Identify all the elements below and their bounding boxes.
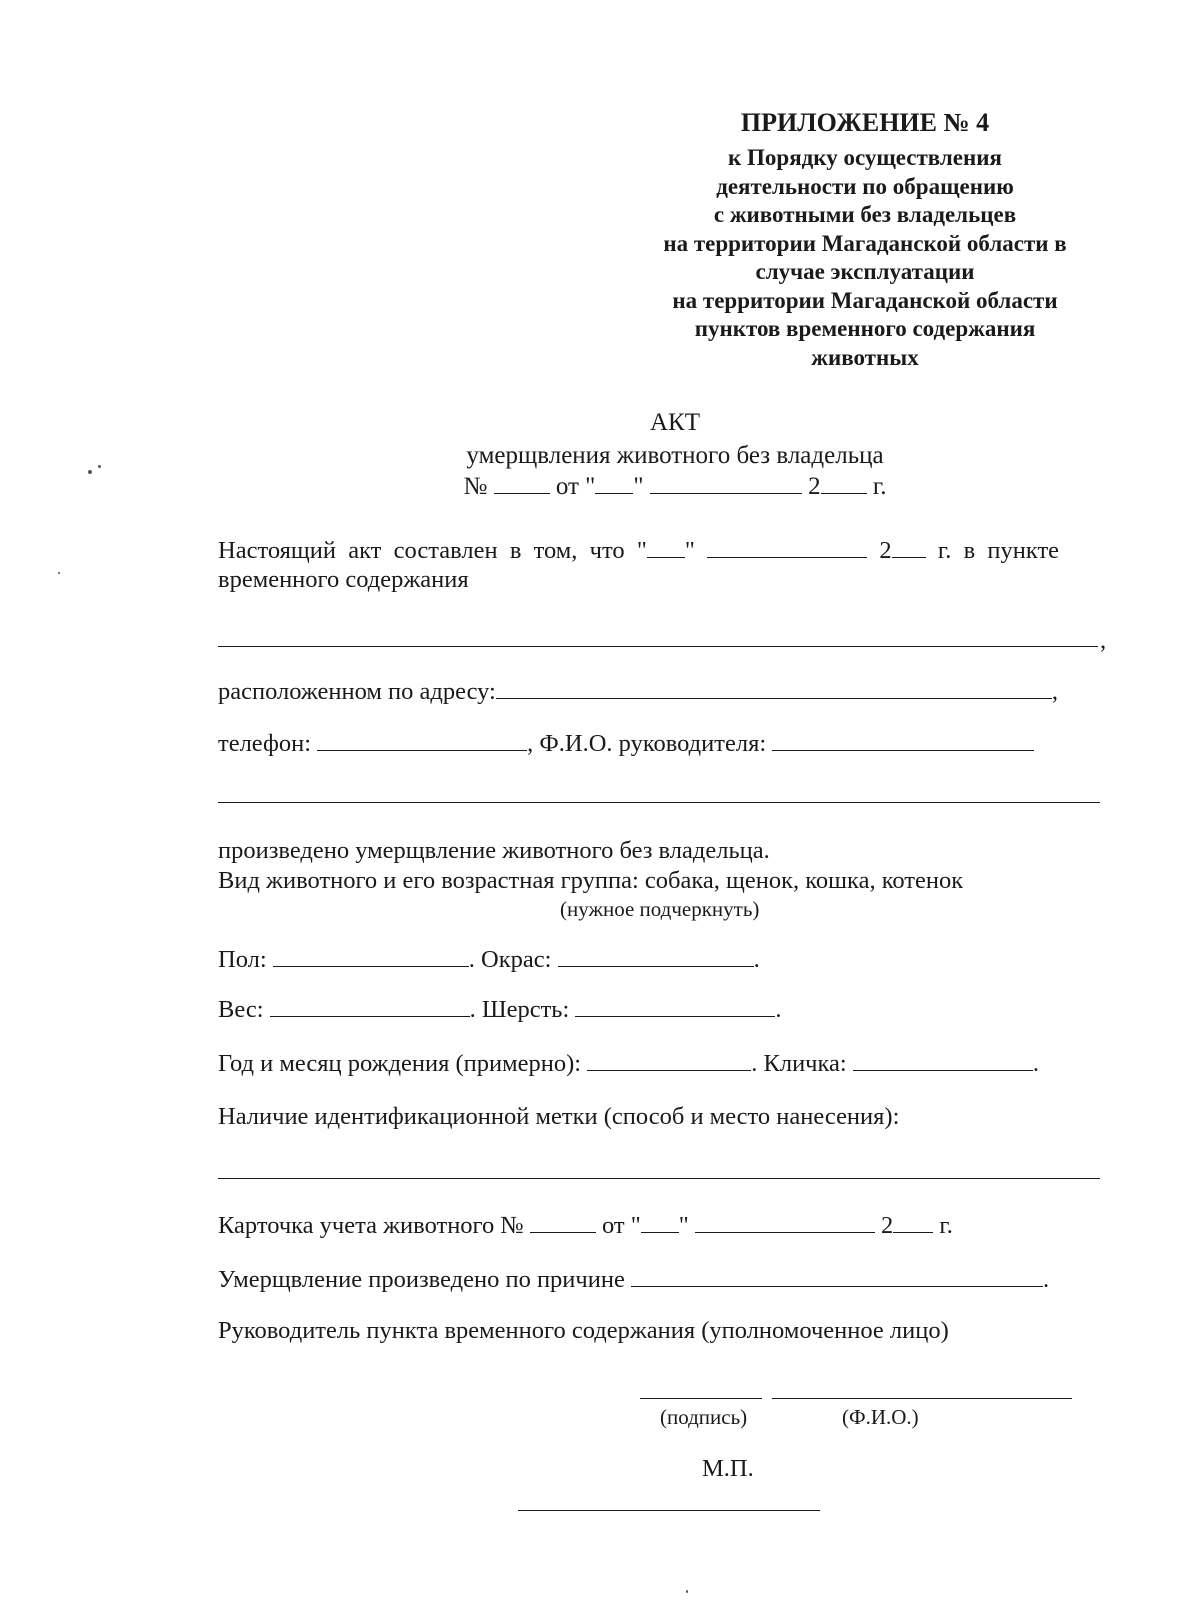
performed-text: произведено умерщвление животного без владельца. xyxy=(218,837,770,864)
annex-line: случае эксплуатации xyxy=(755,259,975,284)
card-line xyxy=(218,1210,953,1241)
annex-line: животных xyxy=(811,344,919,370)
name-label: . Кличка: xyxy=(751,1050,847,1077)
act-year-suffix: г. xyxy=(872,473,887,500)
fur-label: . Шерсть: xyxy=(469,996,570,1023)
annex-line: деятельности по обращению xyxy=(716,173,1014,199)
reason-field[interactable] xyxy=(631,1264,1043,1287)
act-subtitle: умерщвления животного без владельца xyxy=(466,442,884,469)
act-number-prefix: № xyxy=(463,473,488,500)
weight-field[interactable] xyxy=(270,994,470,1017)
shelter-name-field[interactable] xyxy=(218,646,1098,647)
tag-field[interactable] xyxy=(218,1178,1100,1179)
act-year-field[interactable] xyxy=(821,471,867,494)
act-year-prefix: 2 xyxy=(808,473,821,500)
intro-text-a: Настоящий акт составлен в том, что " xyxy=(218,537,647,564)
intro-month-field[interactable] xyxy=(707,535,867,558)
card-quote: " xyxy=(678,1212,689,1239)
annex-line: к Порядку осуществления xyxy=(728,145,1002,170)
card-month-field[interactable] xyxy=(695,1210,875,1233)
color-field[interactable] xyxy=(558,944,754,967)
reason-line xyxy=(218,1264,1049,1295)
intro-year-field[interactable] xyxy=(892,535,926,558)
birth-name-line xyxy=(218,1048,1039,1079)
intro-text-b: " xyxy=(684,537,695,564)
annex-line: с животными без владельцев xyxy=(713,202,1017,227)
tag-label: Наличие идентификационной метки (способ и место нанесения): xyxy=(218,1103,900,1130)
act-quote-close: " xyxy=(633,473,644,500)
intro-line-2: временного содержания xyxy=(218,566,469,593)
intro-day-field[interactable] xyxy=(647,535,685,558)
card-day-field[interactable] xyxy=(641,1210,679,1233)
card-year-field[interactable] xyxy=(893,1210,933,1233)
address-field[interactable] xyxy=(496,676,1052,699)
animal-kind-text: Вид животного и его возрастная группа: собака, щенок, кошка, котенок xyxy=(218,867,964,894)
annex-header xyxy=(620,106,1110,372)
period: . xyxy=(753,946,760,973)
annex-line: пунктов временного содержания xyxy=(694,316,1036,341)
comma: , xyxy=(1100,627,1107,654)
annex-line: на территории Магаданской области в xyxy=(663,230,1067,256)
comma: , xyxy=(1051,678,1058,705)
pet-name-field[interactable] xyxy=(853,1048,1033,1071)
fur-field[interactable] xyxy=(575,994,775,1017)
stamp-place: М.П. xyxy=(702,1455,754,1482)
fio-field[interactable] xyxy=(772,1398,1072,1399)
head-label: , Ф.И.О. руководителя: xyxy=(527,730,767,757)
card-from: от " xyxy=(602,1212,641,1239)
scan-speck xyxy=(88,470,92,474)
intro-line xyxy=(218,535,1059,566)
head-name-field[interactable] xyxy=(772,728,1034,751)
act-heading xyxy=(380,405,970,502)
signature-field[interactable] xyxy=(640,1398,762,1399)
signature-caption: (подпись) xyxy=(660,1405,748,1429)
color-label: . Окрас: xyxy=(468,946,552,973)
kind-note: (нужное подчеркнуть) xyxy=(560,897,760,921)
sex-color-line xyxy=(218,944,760,975)
sex-label: Пол: xyxy=(218,946,267,973)
intro-text-c: 2 xyxy=(879,537,892,564)
head-name-continued-field[interactable] xyxy=(218,802,1100,803)
scan-speck xyxy=(98,465,101,468)
weight-label: Вес: xyxy=(218,996,264,1023)
head-signature-label: Руководитель пункта временного содержания (уполномоченное лицо) xyxy=(218,1317,949,1344)
birth-label: Год и месяц рождения (примерно): xyxy=(218,1050,582,1077)
bottom-rule xyxy=(518,1510,820,1511)
address-label: расположенном по адресу: xyxy=(218,678,496,705)
period: . xyxy=(1042,1266,1050,1293)
weight-fur-line xyxy=(218,994,782,1025)
birth-field[interactable] xyxy=(587,1048,751,1071)
card-year: 2 xyxy=(881,1212,894,1239)
card-number-field[interactable] xyxy=(530,1210,596,1233)
intro-text-d: г. в пункте xyxy=(937,537,1060,564)
act-day-field[interactable] xyxy=(595,471,633,494)
card-year-suffix: г. xyxy=(939,1212,953,1239)
card-label: Карточка учета животного № xyxy=(218,1212,524,1239)
scan-speck xyxy=(686,1590,688,1593)
scan-speck xyxy=(58,572,60,574)
period: . xyxy=(775,996,782,1023)
phone-field[interactable] xyxy=(317,728,527,751)
act-title: АКТ xyxy=(650,409,700,436)
act-number-line xyxy=(380,471,970,502)
address-line xyxy=(218,676,1058,707)
phone-label: телефон: xyxy=(218,730,312,757)
act-from: от " xyxy=(555,473,596,500)
annex-title: ПРИЛОЖЕНИЕ № 4 xyxy=(740,108,990,137)
reason-label: Умерщвление произведено по причине xyxy=(218,1266,625,1293)
act-month-field[interactable] xyxy=(650,471,802,494)
phone-line xyxy=(218,728,1034,759)
annex-line: на территории Магаданской области xyxy=(672,287,1058,313)
period: . xyxy=(1032,1050,1039,1077)
sex-field[interactable] xyxy=(273,944,469,967)
fio-caption: (Ф.И.О.) xyxy=(842,1405,919,1429)
act-number-field[interactable] xyxy=(494,471,550,494)
